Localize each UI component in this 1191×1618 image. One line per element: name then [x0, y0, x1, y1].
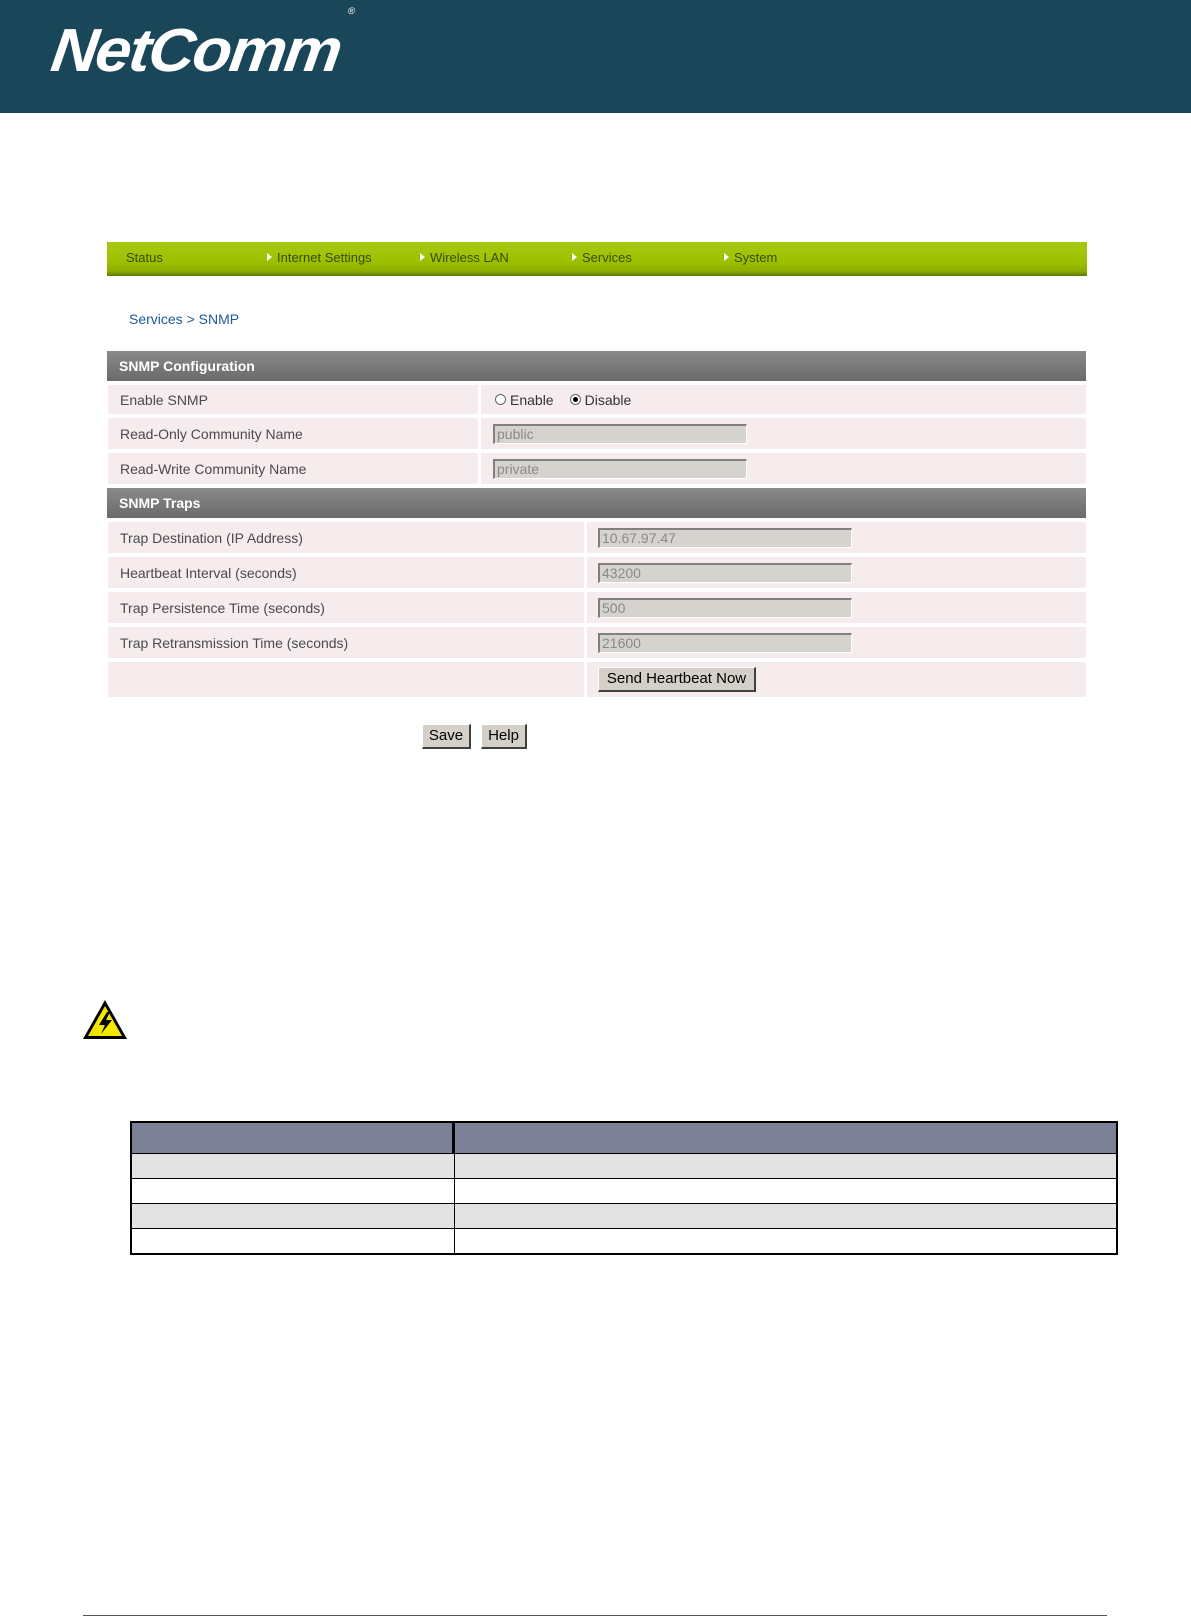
nav-internet-settings[interactable]: Internet Settings [267, 242, 372, 274]
breadcrumb: Services > SNMP [129, 311, 240, 327]
enable-radio[interactable] [495, 394, 506, 405]
enable-snmp-label: Enable SNMP [108, 385, 478, 414]
arrow-right-icon [572, 253, 577, 261]
heartbeat-interval-label: Heartbeat Interval (seconds) [108, 557, 584, 588]
footer-divider [83, 1615, 1107, 1616]
arrow-right-icon [724, 253, 729, 261]
trap-retransmission-input[interactable]: 21600 [598, 633, 852, 653]
netcomm-logo: NetComm® [47, 5, 354, 85]
rw-community-cell [481, 453, 1086, 484]
table-row [132, 1153, 1116, 1178]
trap-persistence-input[interactable]: 500 [598, 598, 852, 618]
trap-destination-input[interactable]: 10.67.97.47 [598, 528, 852, 548]
rw-community-input[interactable]: private [493, 459, 747, 479]
table-row [132, 1203, 1116, 1228]
rw-community-label: Read-Write Community Name [108, 453, 478, 484]
trap-destination-label: Trap Destination (IP Address) [108, 522, 584, 553]
header-banner [0, 0, 1191, 113]
ro-community-label: Read-Only Community Name [108, 418, 478, 449]
warning-icon [81, 998, 129, 1041]
disable-radio[interactable] [570, 394, 581, 405]
trap-persistence-label: Trap Persistence Time (seconds) [108, 592, 584, 623]
main-nav [107, 242, 1087, 276]
enable-snmp-field: Enable Disable [481, 385, 1086, 414]
info-table [130, 1121, 1118, 1255]
snmp-config-header: SNMP Configuration [107, 351, 1086, 381]
trap-retransmission-label: Trap Retransmission Time (seconds) [108, 627, 584, 658]
table-header [132, 1123, 1116, 1153]
trap-retransmission-cell [587, 627, 1086, 658]
trap-destination-cell [587, 522, 1086, 553]
nav-wireless-lan[interactable]: Wireless LAN [420, 242, 509, 274]
heartbeat-interval-input[interactable]: 43200 [598, 563, 852, 583]
trap-persistence-cell [587, 592, 1086, 623]
arrow-right-icon [267, 253, 272, 261]
table-row [132, 1178, 1116, 1203]
heartbeat-row-label [108, 662, 584, 697]
help-button[interactable]: Help [481, 724, 527, 749]
snmp-traps-header: SNMP Traps [107, 488, 1086, 518]
heartbeat-interval-cell [587, 557, 1086, 588]
save-button[interactable]: Save [422, 724, 471, 749]
nav-system[interactable]: System [724, 242, 777, 274]
nav-services[interactable]: Services [572, 242, 632, 274]
nav-status[interactable]: Status [126, 250, 163, 265]
ro-community-input[interactable]: public [493, 424, 747, 444]
send-heartbeat-button[interactable]: Send Heartbeat Now [598, 667, 756, 692]
arrow-right-icon [420, 253, 425, 261]
ro-community-cell [481, 418, 1086, 449]
table-row [132, 1228, 1116, 1253]
